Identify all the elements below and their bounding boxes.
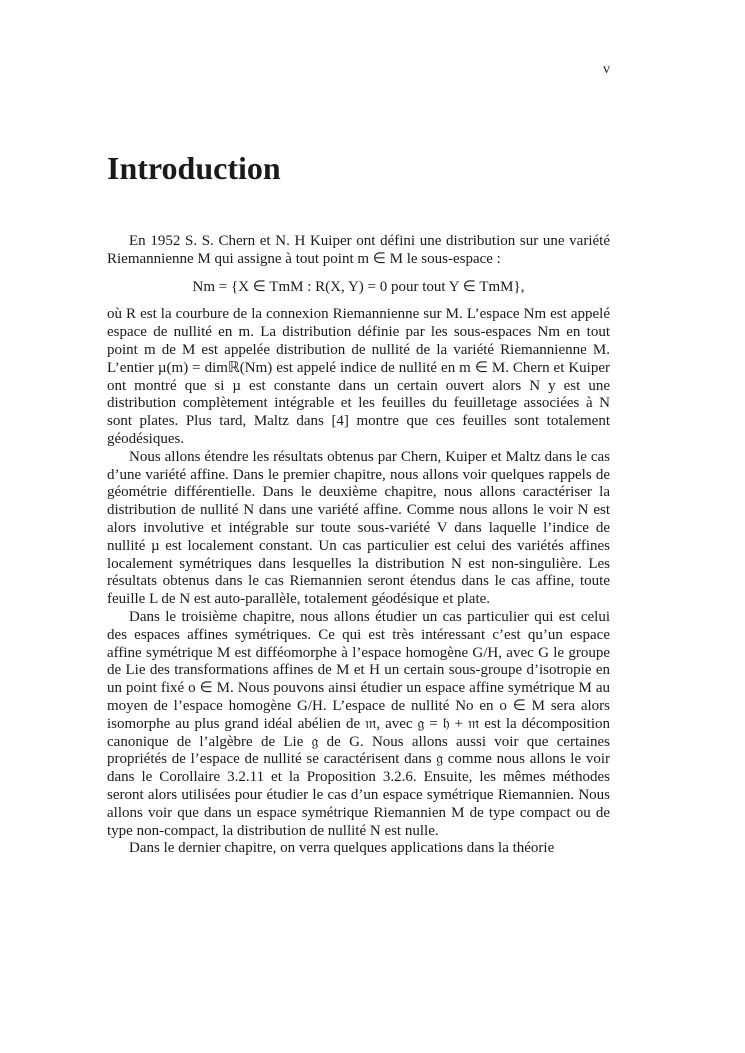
paragraph-3: Nous allons étendre les résultats obtenus par Chern, Kuiper et Maltz dans le cas d’une variété affine. Dans le premier chapitre, nous allons voir quelques rappels de géométrie différentielle. Dans le deuxième chapitre, nous allons caractériser la distribution de nullité N dans une variété affine. Comme nous allons le voir N est alors involutive et intégrable sur toute sous-variété V dans laquelle l’indice de nullité µ est localement constant. Un cas particulier est celui des variétés affines localement symétriques dans lesquelles la distribution N est non-singulière. Les résultats obtenus dans le cas Riemannien seront étendus dans le cas affine, toute feuille L de N est auto-parallèle, totalement géodésique et plate.: [107, 448, 610, 608]
body-text: [107, 233, 610, 858]
page-number: v: [603, 62, 610, 77]
paragraph-4: Dans le troisième chapitre, nous allons étudier un cas particulier qui est celui des espaces affines symétriques. Ce qui est très intéressant c’est qu’un espace affine symétrique M est difféomorphe à l’espace homogène G/H, avec G le groupe de Lie des transformations affines de M et H un certain sous-groupe d’isotropie en un point fixé o ∈ M. Nous pouvons ainsi étudier un espace affine symétrique M au moyen de l’espace homogène G/H. L’espace de nullité No en o ∈ M sera alors isomorphe au plus grand idéal abélien de 𝔪, avec 𝔤 = 𝔥 + 𝔪 est la décomposition canonique de l’algèbre de Lie 𝔤 de G. Nous allons aussi voir que certaines propriétés de l’espace de nullité se caractérisent dans 𝔤 comme nous allons le voir dans le Corollaire 3.2.11 et la Proposition 3.2.6. Ensuite, les mêmes méthodes seront alors utilisées pour étudier le cas d’un espace symétrique Riemannien. Nous allons voir que dans un espace symétrique Riemannien M de type compact ou de type non-compact, la distribution de nullité N est nulle.: [107, 608, 610, 839]
paragraph-1: En 1952 S. S. Chern et N. H Kuiper ont défini une distribution sur une variété Riemannienne M qui assigne à tout point m ∈ M le sous-espace :: [107, 233, 610, 267]
equation-nullity-space: Nm = {X ∈ TmM : R(X, Y) = 0 pour tout Y ∈ TmM},: [192, 278, 525, 295]
paragraph-2: où R est la courbure de la connexion Riemannienne sur M. L’espace Nm est appelé espace de nullité en m. La distribution définie par les sous-espaces Nm en tout point m de M est appelée distribution de nullité de la variété Riemannienne M. L’entier µ(m) = dimℝ(Nm) est appelé indice de nullité en m ∈ M. Chern et Kuiper ont montré que si µ est constante dans un certain ouvert alors N y est une distribution complètement intégrable et les feuilles du feuilletage associées à N sont plates. Plus tard, Maltz dans [4] montre que ces feuilles sont totalement géodésiques.: [107, 306, 610, 447]
paragraph-5: Dans le dernier chapitre, on verra quelques applications dans la théorie: [129, 840, 555, 857]
chapter-title: Introduction: [107, 150, 281, 186]
